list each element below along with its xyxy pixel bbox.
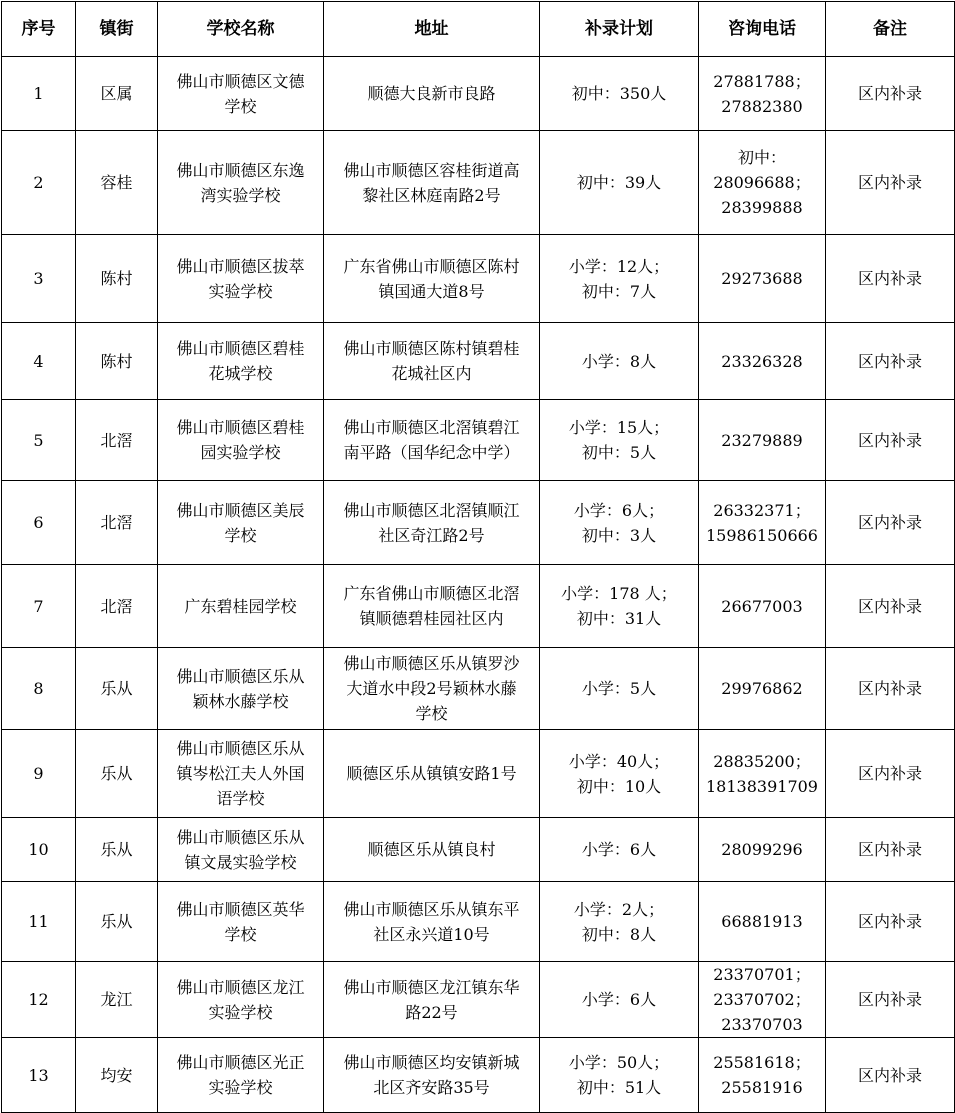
cell-school: 佛山市顺德区碧桂 园实验学校 <box>158 400 324 481</box>
cell-no: 2 <box>2 131 76 235</box>
cell-phone: 23326328 <box>699 323 826 400</box>
cell-town: 龙江 <box>76 962 158 1038</box>
cell-note: 区内补录 <box>826 131 955 235</box>
cell-plan: 小学：5人 <box>540 648 699 730</box>
cell-plan: 小学：8人 <box>540 323 699 400</box>
cell-plan: 小学：6人 <box>540 962 699 1038</box>
cell-note: 区内补录 <box>826 235 955 323</box>
table-row <box>2 131 955 235</box>
cell-school: 佛山市顺德区龙江 实验学校 <box>158 962 324 1038</box>
cell-plan: 小学：12人； 初中：7人 <box>540 235 699 323</box>
cell-no: 6 <box>2 481 76 565</box>
cell-phone: 66881913 <box>699 882 826 962</box>
cell-phone: 26332371； 15986150666 <box>699 481 826 565</box>
table-row <box>2 57 955 131</box>
cell-address: 佛山市顺德区容桂街道高 黎社区林庭南路2号 <box>324 131 540 235</box>
table-row <box>2 400 955 481</box>
cell-town: 乐从 <box>76 730 158 818</box>
school-supplement-table <box>1 1 955 1113</box>
cell-phone: 28099296 <box>699 818 826 882</box>
cell-address: 佛山市顺德区北滘镇碧江 南平路（国华纪念中学） <box>324 400 540 481</box>
table-row <box>2 235 955 323</box>
cell-note: 区内补录 <box>826 962 955 1038</box>
cell-town: 乐从 <box>76 818 158 882</box>
cell-no: 11 <box>2 882 76 962</box>
cell-school: 佛山市顺德区英华 学校 <box>158 882 324 962</box>
cell-no: 10 <box>2 818 76 882</box>
cell-phone: 25581618； 25581916 <box>699 1038 826 1113</box>
table-row <box>2 882 955 962</box>
cell-note: 区内补录 <box>826 481 955 565</box>
cell-no: 7 <box>2 565 76 648</box>
cell-no: 13 <box>2 1038 76 1113</box>
cell-school: 佛山市顺德区文德 学校 <box>158 57 324 131</box>
cell-address: 顺德大良新市良路 <box>324 57 540 131</box>
cell-plan: 小学：15人； 初中：5人 <box>540 400 699 481</box>
cell-no: 4 <box>2 323 76 400</box>
cell-note: 区内补录 <box>826 882 955 962</box>
cell-town: 均安 <box>76 1038 158 1113</box>
table-row <box>2 818 955 882</box>
cell-address: 佛山市顺德区均安镇新城 北区齐安路35号 <box>324 1038 540 1113</box>
cell-address: 顺德区乐从镇镇安路1号 <box>324 730 540 818</box>
cell-town: 北滘 <box>76 565 158 648</box>
cell-school: 佛山市顺德区乐从 颖林水藤学校 <box>158 648 324 730</box>
cell-phone: 26677003 <box>699 565 826 648</box>
cell-address: 广东省佛山市顺德区陈村 镇国通大道8号 <box>324 235 540 323</box>
cell-address: 顺德区乐从镇良村 <box>324 818 540 882</box>
table-row <box>2 730 955 818</box>
cell-plan: 小学：2人； 初中：8人 <box>540 882 699 962</box>
cell-address: 佛山市顺德区龙江镇东华 路22号 <box>324 962 540 1038</box>
cell-plan: 小学：50人； 初中：51人 <box>540 1038 699 1113</box>
cell-note: 区内补录 <box>826 565 955 648</box>
cell-town: 乐从 <box>76 648 158 730</box>
cell-town: 陈村 <box>76 235 158 323</box>
header-note: 备注 <box>826 2 955 57</box>
cell-school: 佛山市顺德区拔萃 实验学校 <box>158 235 324 323</box>
table-row <box>2 962 955 1038</box>
cell-note: 区内补录 <box>826 818 955 882</box>
cell-phone: 27881788； 27882380 <box>699 57 826 131</box>
cell-phone: 28835200； 18138391709 <box>699 730 826 818</box>
cell-phone: 29976862 <box>699 648 826 730</box>
cell-note: 区内补录 <box>826 1038 955 1113</box>
cell-school: 佛山市顺德区碧桂 花城学校 <box>158 323 324 400</box>
cell-address: 佛山市顺德区陈村镇碧桂 花城社区内 <box>324 323 540 400</box>
header-plan: 补录计划 <box>540 2 699 57</box>
cell-town: 容桂 <box>76 131 158 235</box>
cell-school: 广东碧桂园学校 <box>158 565 324 648</box>
cell-no: 12 <box>2 962 76 1038</box>
cell-address: 广东省佛山市顺德区北滘 镇顺德碧桂园社区内 <box>324 565 540 648</box>
cell-phone: 29273688 <box>699 235 826 323</box>
cell-plan: 小学：178 人； 初中：31人 <box>540 565 699 648</box>
table-row <box>2 1038 955 1113</box>
cell-note: 区内补录 <box>826 648 955 730</box>
cell-no: 1 <box>2 57 76 131</box>
cell-town: 陈村 <box>76 323 158 400</box>
cell-plan: 初中：350人 <box>540 57 699 131</box>
header-phone: 咨询电话 <box>699 2 826 57</box>
cell-school: 佛山市顺德区乐从 镇岑松江夫人外国 语学校 <box>158 730 324 818</box>
header-school: 学校名称 <box>158 2 324 57</box>
header-address: 地址 <box>324 2 540 57</box>
cell-address: 佛山市顺德区乐从镇罗沙 大道水中段2号颖林水藤 学校 <box>324 648 540 730</box>
cell-town: 北滘 <box>76 400 158 481</box>
cell-school: 佛山市顺德区乐从 镇文晟实验学校 <box>158 818 324 882</box>
cell-no: 5 <box>2 400 76 481</box>
header-row <box>2 2 955 57</box>
cell-address: 佛山市顺德区乐从镇东平 社区永兴道10号 <box>324 882 540 962</box>
table-row <box>2 481 955 565</box>
cell-note: 区内补录 <box>826 400 955 481</box>
cell-no: 8 <box>2 648 76 730</box>
cell-school: 佛山市顺德区东逸 湾实验学校 <box>158 131 324 235</box>
cell-phone: 初中： 28096688； 28399888 <box>699 131 826 235</box>
header-town: 镇街 <box>76 2 158 57</box>
cell-plan: 初中：39人 <box>540 131 699 235</box>
cell-plan: 小学：6人 <box>540 818 699 882</box>
cell-school: 佛山市顺德区美辰 学校 <box>158 481 324 565</box>
cell-phone: 23279889 <box>699 400 826 481</box>
cell-no: 3 <box>2 235 76 323</box>
cell-phone: 23370701； 23370702； 23370703 <box>699 962 826 1038</box>
table-row <box>2 648 955 730</box>
cell-note: 区内补录 <box>826 730 955 818</box>
cell-school: 佛山市顺德区光正 实验学校 <box>158 1038 324 1113</box>
table-row <box>2 565 955 648</box>
cell-town: 北滘 <box>76 481 158 565</box>
cell-plan: 小学：40人； 初中：10人 <box>540 730 699 818</box>
table-row <box>2 323 955 400</box>
cell-note: 区内补录 <box>826 57 955 131</box>
cell-town: 乐从 <box>76 882 158 962</box>
cell-town: 区属 <box>76 57 158 131</box>
cell-no: 9 <box>2 730 76 818</box>
cell-note: 区内补录 <box>826 323 955 400</box>
header-no: 序号 <box>2 2 76 57</box>
cell-plan: 小学：6人； 初中：3人 <box>540 481 699 565</box>
cell-address: 佛山市顺德区北滘镇顺江 社区奇江路2号 <box>324 481 540 565</box>
